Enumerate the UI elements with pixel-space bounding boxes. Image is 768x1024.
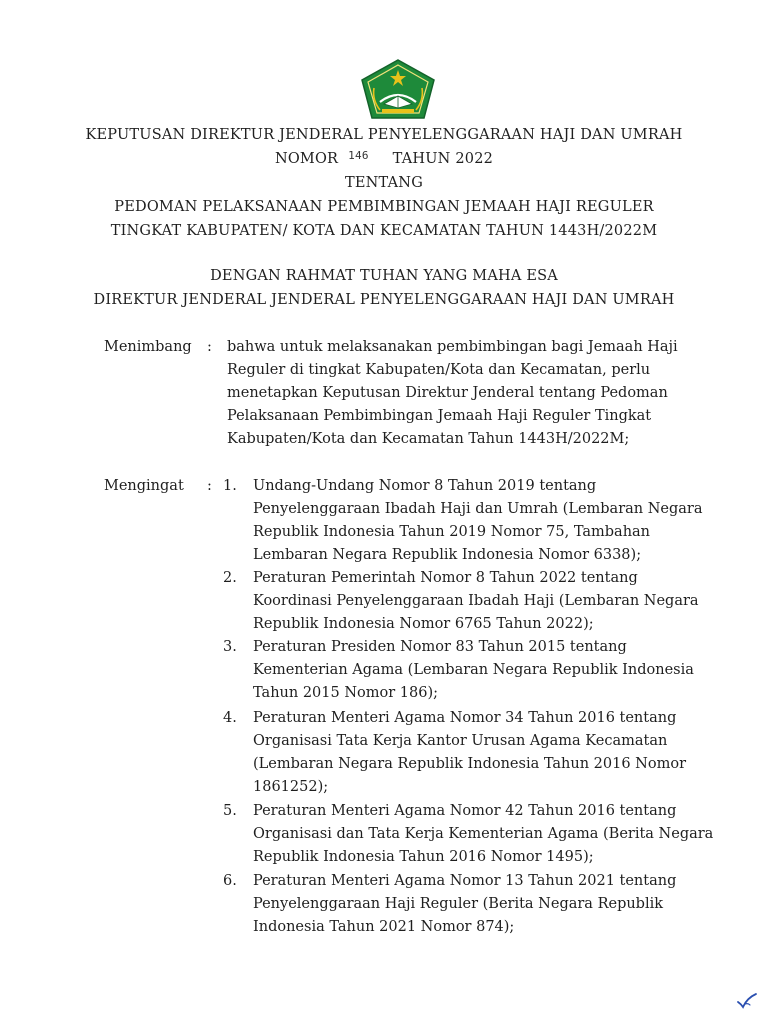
list-item-text — [253, 800, 715, 869]
decree-title: KEPUTUSAN DIREKTUR JENDERAL PENYELENGGARAAN HAJI DAN UMRAH — [85, 127, 683, 143]
list-item-line: Republik Indonesia Tahun 2016 Nomor 1495); — [253, 849, 594, 865]
kementerian-agama-emblem-icon — [358, 58, 438, 122]
list-item-line: Peraturan Pemerintah Nomor 8 Tahun 2022 tentang — [253, 570, 638, 586]
list-item-line: Koordinasi Penyelenggaraan Ibadah Haji (Lembaran Negara — [253, 593, 699, 609]
list-item-line: Indonesia Tahun 2021 Nomor 874); — [253, 919, 515, 935]
list-item-line: (Lembaran Negara Republik Indonesia Tahun 2016 Nomor — [253, 756, 687, 772]
list-item-line: Republik Indonesia Tahun 2019 Nomor 75, Tambahan — [253, 524, 651, 540]
list-item-line: Tahun 2015 Nomor 186); — [253, 685, 438, 701]
list-item-number: 2. — [223, 570, 237, 586]
list-item-line: 1861252); — [253, 779, 329, 795]
menimbang-paragraph — [227, 336, 715, 451]
list-item-text — [253, 636, 715, 705]
list-item-line: Organisasi Tata Kerja Kantor Urusan Agama Kecamatan — [253, 733, 668, 749]
list-item-line: Penyelenggaraan Haji Reguler (Berita Negara Republik — [253, 896, 664, 912]
list-item-text — [253, 475, 715, 567]
list-item-line: Republik Indonesia Nomor 6765 Tahun 2022); — [253, 616, 594, 632]
tahun-label: TAHUN 2022 — [392, 151, 494, 167]
official-title: DIREKTUR JENDERAL JENDERAL PENYELENGGARAAN HAJI DAN UMRAH — [93, 292, 675, 308]
decree-number-line — [0, 147, 768, 171]
list-item-line: Organisasi dan Tata Kerja Kementerian Agama (Berita Negara — [253, 826, 714, 842]
list-item-number: 6. — [223, 873, 237, 889]
mengingat-colon: : — [207, 478, 212, 494]
menimbang-line: Reguler di tingkat Kabupaten/Kota dan Kecamatan, perlu — [227, 362, 651, 378]
subject-line-2: TINGKAT KABUPATEN/ KOTA DAN KECAMATAN TAHUN 1443H/2022M — [110, 223, 658, 239]
list-item-text — [253, 567, 715, 636]
nomor-label: NOMOR — [274, 151, 339, 167]
menimbang-line: Pelaksanaan Pembimbingan Jemaah Haji Reguler Tingkat — [227, 408, 652, 424]
mengingat-label: Mengingat — [104, 478, 184, 494]
list-item-line: Lembaran Negara Republik Indonesia Nomor 6338); — [253, 547, 642, 563]
menimbang-colon: : — [207, 339, 212, 355]
check-mark-icon — [736, 992, 758, 1010]
list-item-text — [253, 870, 715, 939]
invocation-text: DENGAN RAHMAT TUHAN YANG MAHA ESA — [210, 268, 558, 284]
list-item-line: Peraturan Menteri Agama Nomor 13 Tahun 2021 tentang — [253, 873, 677, 889]
list-item-number: 1. — [223, 478, 237, 494]
menimbang-line: Kabupaten/Kota dan Kecamatan Tahun 1443H/2022M; — [227, 431, 630, 447]
document-header — [0, 123, 768, 243]
list-item-number: 4. — [223, 710, 237, 726]
menimbang-line: bahwa untuk melaksanakan pembimbingan bagi Jemaah Haji — [227, 339, 678, 355]
list-item-line: Peraturan Menteri Agama Nomor 34 Tahun 2016 tentang — [253, 710, 677, 726]
invocation-block — [0, 264, 768, 312]
list-item-line: Peraturan Menteri Agama Nomor 42 Tahun 2016 tentang — [253, 803, 677, 819]
list-item-number: 3. — [223, 639, 237, 655]
list-item-line: Undang-Undang Nomor 8 Tahun 2019 tentang — [253, 478, 597, 494]
list-item-text — [253, 707, 715, 799]
list-item-line: Penyelenggaraan Ibadah Haji dan Umrah (Lembaran Negara — [253, 501, 703, 517]
menimbang-line: menetapkan Keputusan Direktur Jenderal tentang Pedoman — [227, 385, 668, 401]
nomor-value: 146 — [348, 149, 369, 162]
subject-line-1: PEDOMAN PELAKSANAAN PEMBIMBINGAN JEMAAH HAJI REGULER — [114, 199, 654, 215]
menimbang-label: Menimbang — [104, 339, 192, 355]
list-item-line: Peraturan Presiden Nomor 83 Tahun 2015 tentang — [253, 639, 627, 655]
tentang-label: TENTANG — [345, 175, 423, 191]
list-item-line: Kementerian Agama (Lembaran Negara Republik Indonesia — [253, 662, 694, 678]
list-item-number: 5. — [223, 803, 237, 819]
